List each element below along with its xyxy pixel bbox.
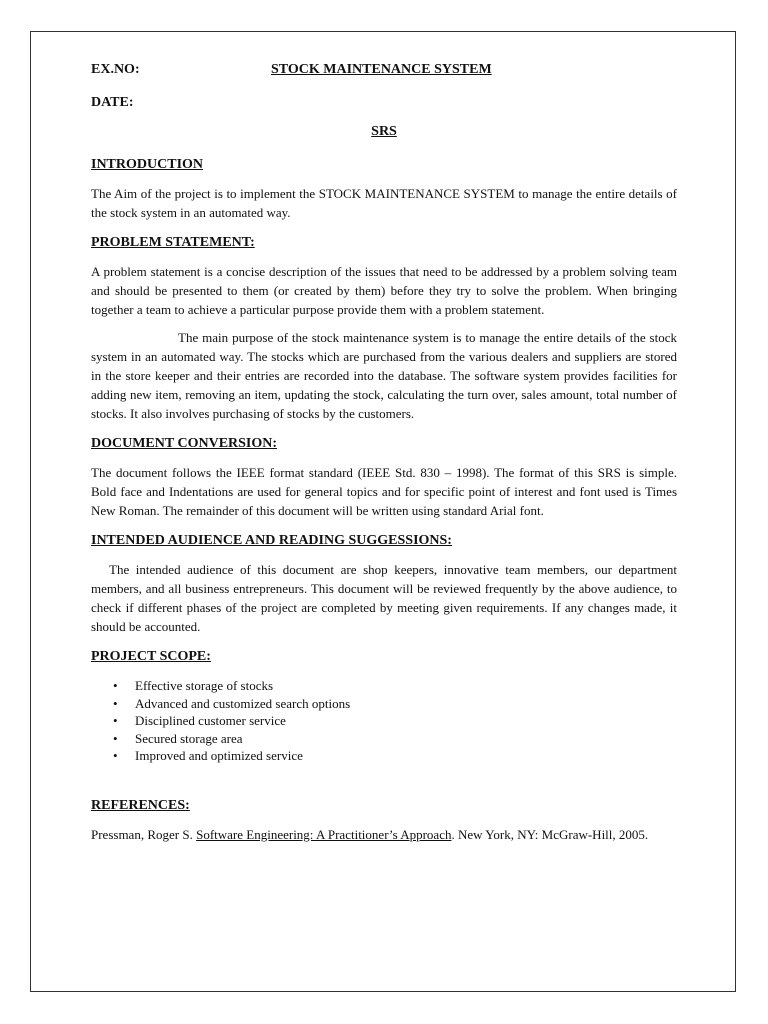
intended-audience-text: The intended audience of this document are shop keepers, innovative team members, our department members, and all business entrepreneurs. This document will be reviewed frequently by the above audience, to check if different phases of the project are completed by meeting given requirements. If any changes made, it should be accounted. <box>91 562 677 634</box>
intended-audience-heading: INTENDED AUDIENCE AND READING SUGGESSIONS: <box>91 533 452 548</box>
references-heading: REFERENCES: <box>91 797 190 813</box>
project-scope-heading: PROJECT SCOPE: <box>91 649 211 664</box>
reference-author: Pressman, Roger S. <box>91 826 197 842</box>
scope-item-text: Disciplined customer service <box>135 713 286 728</box>
introduction-heading: INTRODUCTION <box>91 157 204 172</box>
doc-type-heading: SRS <box>371 124 397 139</box>
bullet-icon: • <box>113 678 118 693</box>
problem-statement-heading: PROBLEM STATEMENT: <box>91 235 255 250</box>
scope-item-text: Improved and optimized service <box>135 748 303 763</box>
document-conversion-text: The document follows the IEEE format standard (IEEE Std. 830 – 1998). The format of this SRS is simple. Bold face and Indentations are used for general topics and for specific point of interest and font used is Times New Roman. The remainder of this document will be written using standard Arial font. <box>91 465 677 518</box>
list-item <box>91 730 677 748</box>
introduction-text: The Aim of the project is to implement the STOCK MAINTENANCE SYSTEM to manage the entire details of the stock system in an automated way. <box>91 186 677 220</box>
reference-publisher: . New York, NY: McGraw-Hill, 2005. <box>451 826 649 842</box>
problem-statement-paragraph-2: The main purpose of the stock maintenance system is to manage the entire details of the stock system in an automated way. The stocks which are purchased from the various dealers and suppliers are stored in the store keeper and their entries are recorded into the database. The software system provides facilities for adding new item, removing an item, updating the stock, calculating the turn over, sales amount, total number of stocks. It also involves purchasing of stocks by the customers. <box>91 330 677 421</box>
list-item <box>91 747 677 765</box>
reference-entry <box>91 825 677 844</box>
header-line <box>91 62 677 82</box>
scope-item-text: Effective storage of stocks <box>135 678 274 693</box>
date-label: DATE: <box>91 95 134 110</box>
exno-label: EX.NO: <box>91 62 140 77</box>
list-item <box>91 712 677 730</box>
list-item <box>91 695 677 713</box>
document-title: STOCK MAINTENANCE SYSTEM <box>271 62 492 77</box>
bullet-icon: • <box>113 730 118 746</box>
bullet-icon: • <box>113 713 118 728</box>
document-conversion-heading: DOCUMENT CONVERSION: <box>91 436 278 451</box>
scope-item-text: Secured storage area <box>135 730 243 746</box>
reference-book-title: Software Engineering: A Practitioner’s Approach <box>196 826 452 842</box>
project-scope-list <box>91 677 677 765</box>
scope-item-text: Advanced and customized search options <box>135 695 351 711</box>
problem-statement-paragraph-1: A problem statement is a concise description of the issues that need to be addressed by a problem solving team and should be presented to them (or created by them) before they try to solve the problem. When bringing together a team to achieve a particular purpose provide them with a problem statement. <box>91 264 677 317</box>
document-body <box>91 62 677 844</box>
list-item <box>91 677 677 695</box>
bullet-icon: • <box>113 695 118 711</box>
bullet-icon: • <box>113 748 118 763</box>
